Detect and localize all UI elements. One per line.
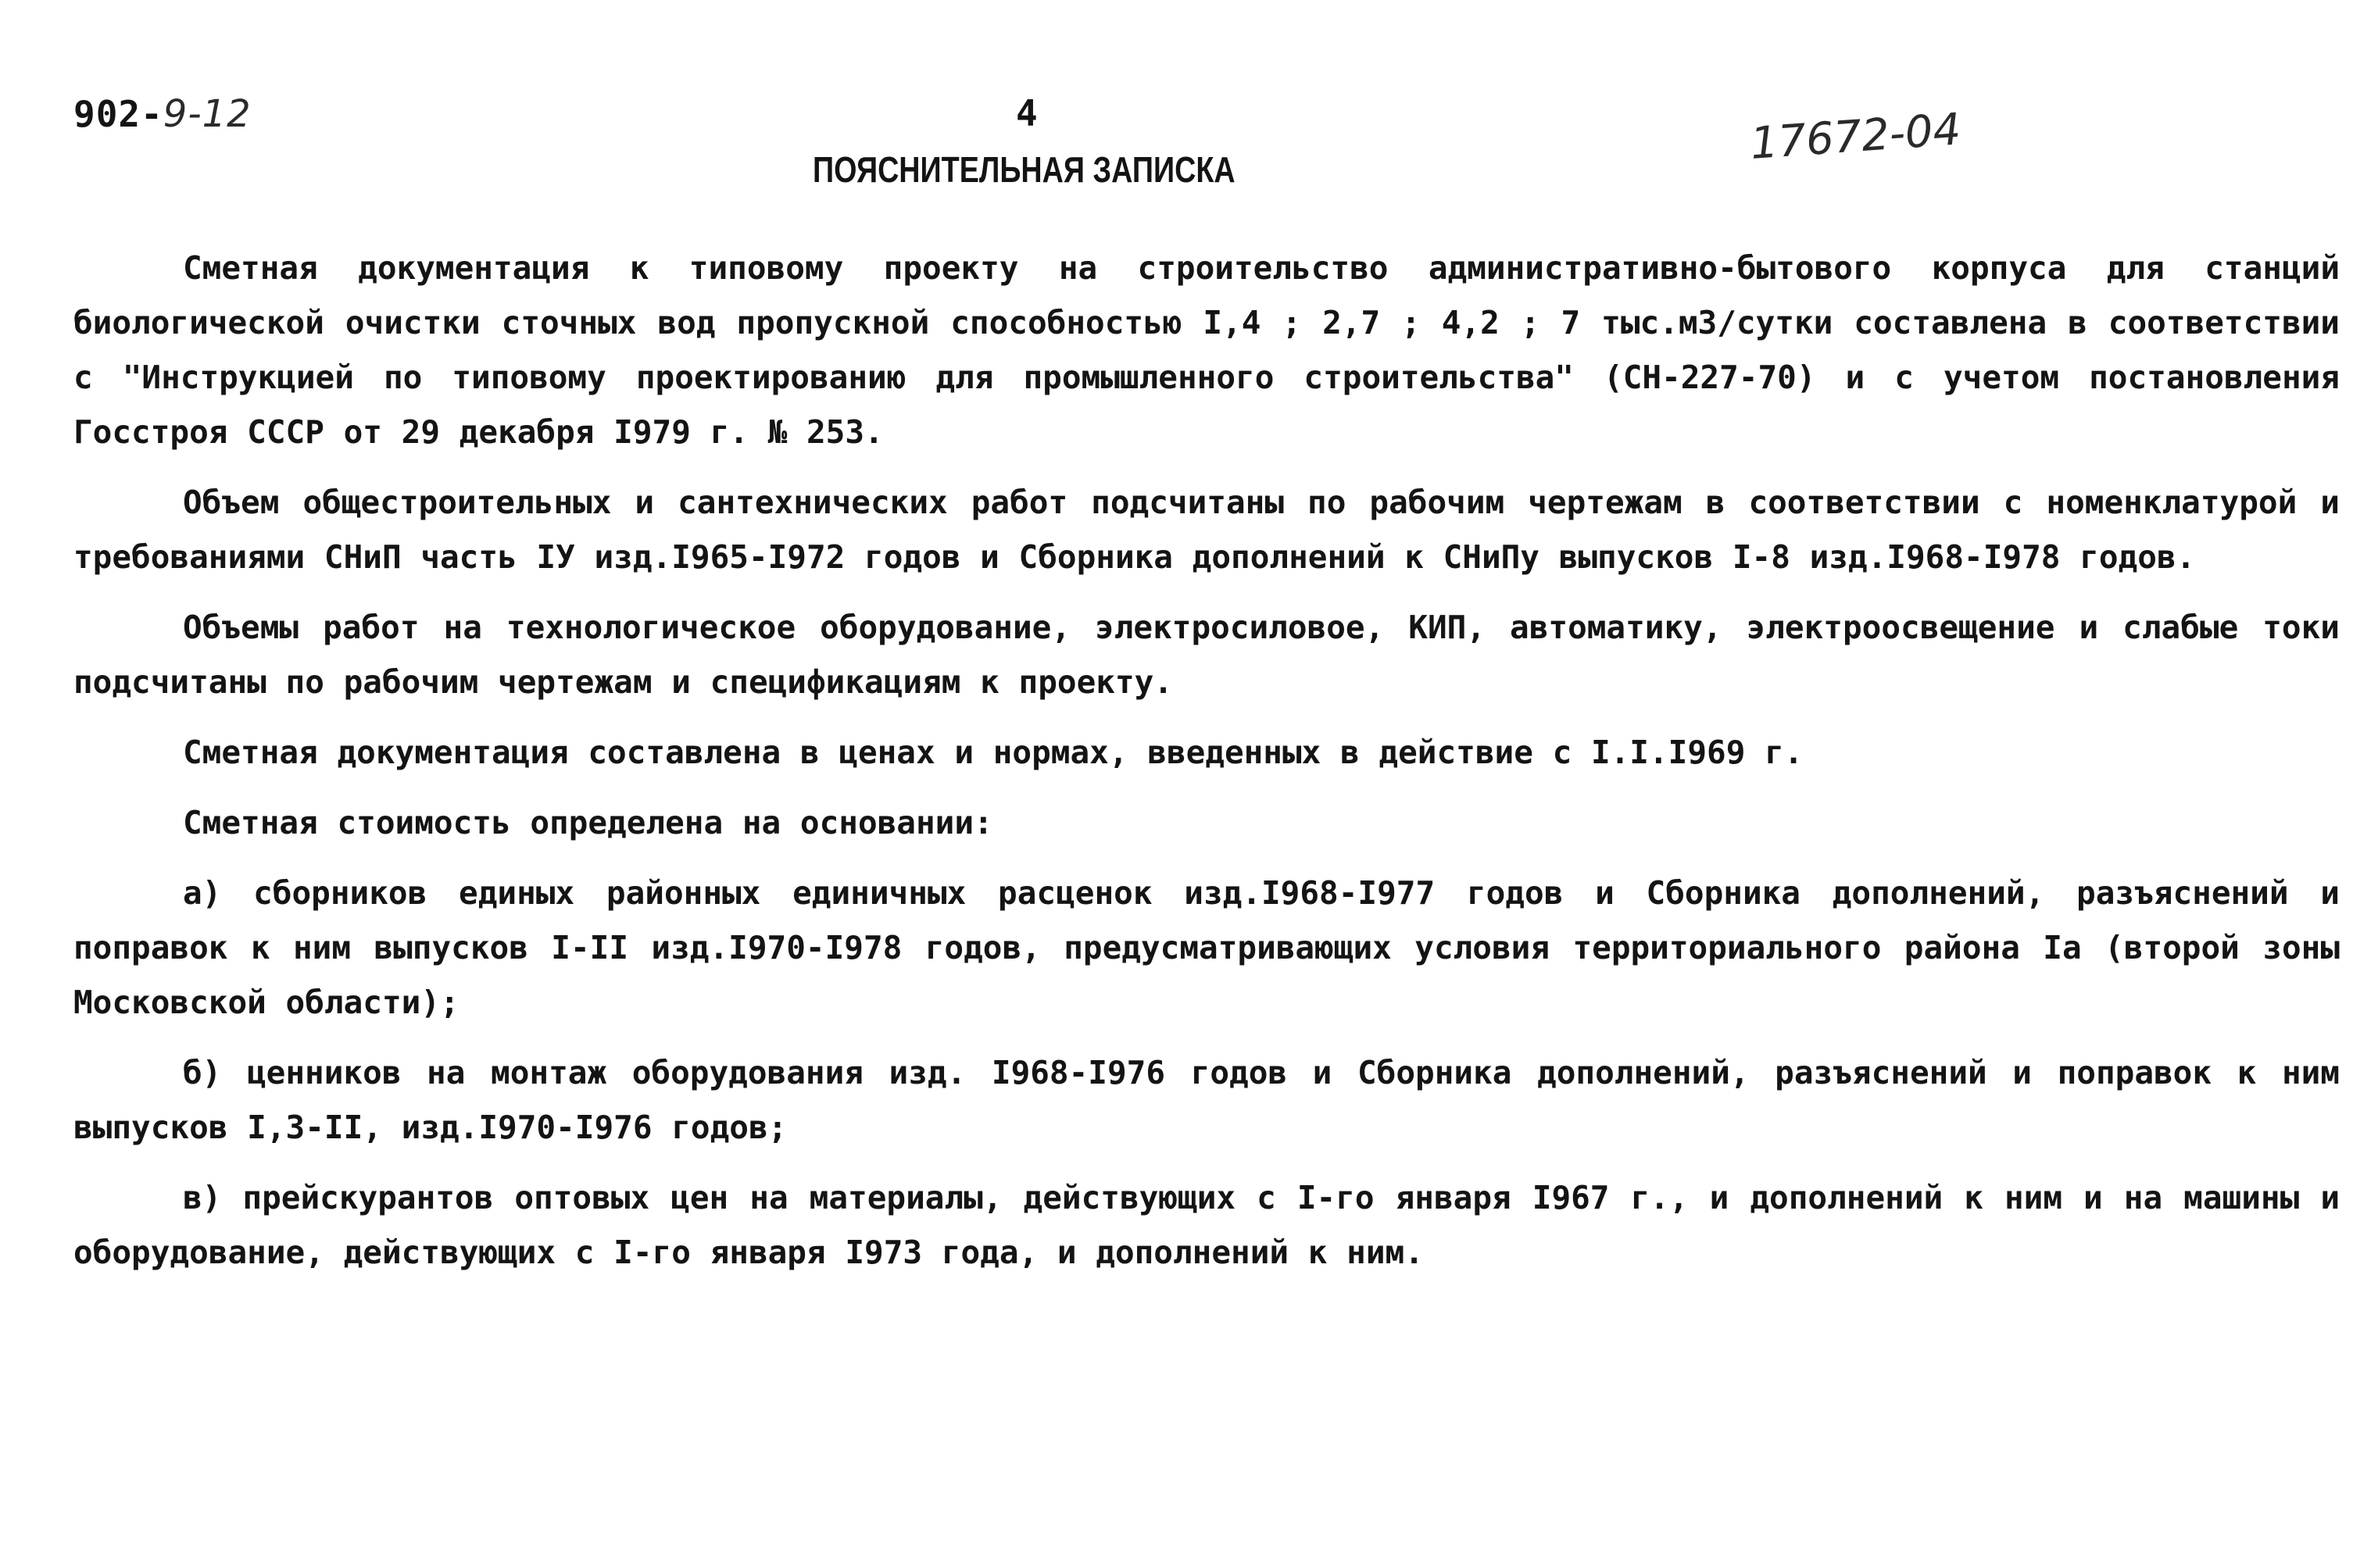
paragraph-item-b: б) ценников на монтаж оборудования изд. I968-I976 годов и Сборника дополнений, разъяснений и поправок к ним выпусков I,3-II, изд.I970-I976 годов; (73, 1054, 2340, 1146)
handwritten-inventory-code: 17672-04 (1748, 104, 1963, 170)
paragraph-item-a: а) сборников единых районных единичных расценок изд.I968-I977 годов и Сборника дополнений, разъяснений и поправок к ним выпусков I-II изд.I970-I978 годов, предусматривающих условия территориального района Iа (второй зоны Московской области); (73, 874, 2340, 1021)
paragraph-prices-norms: Сметная документация составлена в ценах и нормах, введенных в действие с I.I.I969 г. (183, 734, 1804, 771)
document-code-printed: 902- (73, 93, 163, 135)
document-title: ПОЯСНИТЕЛЬНАЯ ЗАПИСКА (813, 149, 1236, 190)
paragraph-item-c: в) прейскурантов оптовых цен на материалы, действующих с I-го января I967 г., и дополнений к ним и на машины и оборудование, действующих с I-го января I973 года, и дополнений к ним. (73, 1179, 2340, 1271)
paragraph-construction-volumes: Объем общестроительных и сантехнических работ подсчитаны по рабочим чертежам в соответствии с номенклатурой и требованиями СНиП часть IУ изд.I965-I972 годов и Сборника дополнений к СНиПу выпусков I-8 изд.I968-I978 годов. (73, 484, 2340, 576)
paragraph-equipment-volumes: Объемы работ на технологическое оборудование, электросиловое, КИП, автоматику, электроосвещение и слабые токи подсчитаны по рабочим чертежам и спецификациям к проекту. (73, 609, 2340, 701)
page-number: 4 (1016, 92, 1038, 134)
paragraph-intro: Сметная документация к типовому проекту на строительство административно-бытового корпуса для станций биологической очистки сточных вод пропускной способностью I,4 ; 2,7 ; 4,2 ; 7 тыс.м3/сутки составлена в соответствии с "Инструкцией по типовому проектированию для промышленного строительства" (СН-227-70) и с учетом постановления Госстроя СССР от 29 декабря I979 г. № 253. (73, 249, 2340, 451)
document-body (73, 241, 2340, 1295)
document-code-handwritten: 9-12 (163, 92, 252, 136)
paragraph-cost-basis: Сметная стоимость определена на основании: (183, 804, 993, 841)
document-code (73, 92, 252, 136)
